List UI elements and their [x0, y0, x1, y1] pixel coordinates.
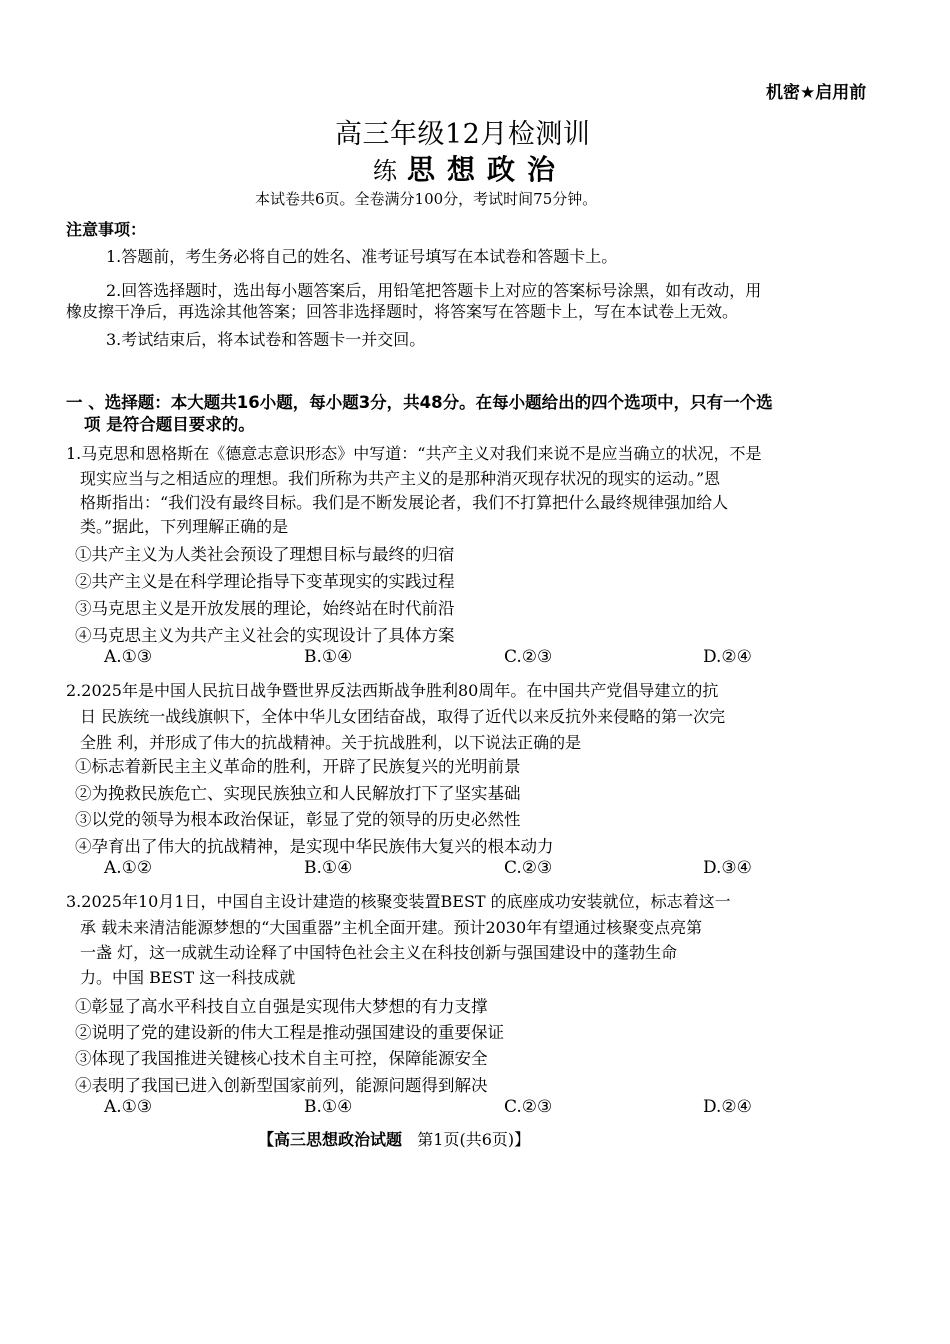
question-stem-line: 1.马克思和恩格斯在《德意志意识形态》中写道：“共产主义对我们来说不是应当确立的状况，不是: [66, 444, 762, 463]
choice-a[interactable]: A.①③: [104, 1097, 153, 1117]
statement: ②说明了党的建设新的伟大工程是推动强国建设的重要保证: [75, 1023, 504, 1042]
statement: ②为挽救民族危亡、实现民族独立和人民解放打下了坚实基础: [75, 784, 521, 803]
question-stem-line: 2.2025年是中国人民抗日战争暨世界反法西斯战争胜利80周年。在中国共产党倡导建立的抗: [66, 681, 719, 700]
question-stem-line: 力。中国 BEST 这一科技成就: [80, 968, 296, 987]
confidential-label: 机密★启用前: [766, 83, 867, 103]
question-stem-line: 承 载未来清洁能源梦想的“大国重器”主机全面开建。预计2030年有望通过核聚变点亮第: [80, 918, 703, 937]
statement: ①标志着新民主主义革命的胜利，开辟了民族复兴的光明前景: [75, 757, 521, 776]
question-stem-line: 3.2025年10月1日，中国自主设计建造的核聚变装置BEST 的底座成功安装就位，标志着这一: [66, 892, 731, 911]
question-stem-line: 日 民族统一战线旗帜下，全体中华儿女团结奋战，取得了近代以来反抗外来侵略的第一次完: [80, 707, 726, 726]
question-stem-line: 现实应当与之相适应的理想。我们所称为共产主义的是那种消灭现存状况的现实的运动。”恩: [80, 469, 721, 488]
statement: ④表明了我国已进入创新型国家前列，能源问题得到解决: [75, 1076, 488, 1095]
choice-b[interactable]: B.①④: [304, 858, 353, 878]
statement: ④马克思主义为共产主义社会的实现设计了具体方案: [75, 626, 455, 645]
statement: ①共产主义为人类社会预设了理想目标与最终的归宿: [75, 545, 455, 564]
question-stem-line: 一盏 灯，这一成就生动诠释了中国特色社会主义在科技创新与强国建设中的蓬勃生命: [80, 943, 678, 962]
exam-title-line1: 高三年级12月检测训: [335, 119, 591, 150]
page-footer: [258, 1127, 530, 1150]
notice-heading: 注意事项：: [66, 220, 147, 239]
choice-b[interactable]: B.①④: [304, 1097, 353, 1117]
statement: ②共产主义是在科学理论指导下变革现实的实践过程: [75, 572, 455, 591]
statement: ①彰显了高水平科技自立自强是实现伟大梦想的有力支撑: [75, 997, 488, 1016]
question-stem-line: 类。”据此，下列理解正确的是: [80, 517, 289, 536]
choice-d[interactable]: D.②④: [703, 1097, 752, 1117]
title-line2-prefix: 练: [373, 157, 397, 185]
choice-a[interactable]: A.①③: [104, 647, 153, 667]
statement: ③体现了我国推进关键核心技术自主可控，保障能源安全: [75, 1049, 488, 1068]
choice-c[interactable]: C.②③: [504, 858, 553, 878]
notice-item-3: 3.考试结束后，将本试卷和答题卡一并交回。: [106, 330, 426, 349]
notice-item-2-cont: 橡皮擦干净后，再选涂其他答案；回答非选择题时，将答案写在答题卡上，写在本试卷上无效。: [66, 302, 739, 321]
footer-exam-name: 【高三思想政治试题: [258, 1130, 403, 1149]
question-stem-line: 全胜 利，并形成了伟大的抗战精神。关于抗战胜利，以下说法正确的是: [80, 733, 582, 752]
notice-item-2: 2.回答选择题时，选出每小题答案后，用铅笔把答题卡上对应的答案标号涂黑，如有改动，用: [106, 281, 762, 300]
choice-c[interactable]: C.②③: [504, 1097, 553, 1117]
question-stem-line: 格斯指出：“我们没有最终目标。我们是不断发展论者，我们不打算把什么最终规律强加给人: [80, 493, 729, 512]
section-heading-cont: 项 是符合题目要求的。: [84, 415, 255, 434]
choice-c[interactable]: C.②③: [504, 647, 553, 667]
notice-item-1: 1.答题前，考生务必将自己的姓名、准考证号填写在本试卷和答题卡上。: [106, 247, 618, 266]
footer-page-info: 第1页(共6页)】: [417, 1130, 531, 1149]
section-heading: 一 、选择题：本大题共16小题，每小题3分，共48分。在每小题给出的四个选项中，只有一个选: [66, 393, 773, 412]
subject-title: 思想政治: [407, 153, 568, 186]
choice-d[interactable]: D.②④: [703, 647, 752, 667]
exam-title-line2: [373, 148, 567, 188]
statement: ④孕育出了伟大的抗战精神，是实现中华民族伟大复兴的根本动力: [75, 837, 554, 856]
statement: ③马克思主义是开放发展的理论，始终站在时代前沿: [75, 599, 455, 618]
exam-info: 本试卷共6页。全卷满分100分，考试时间75分钟。: [255, 190, 598, 208]
statement: ③以党的领导为根本政治保证，彰显了党的领导的历史必然性: [75, 810, 521, 829]
choice-a[interactable]: A.①②: [104, 858, 153, 878]
choice-b[interactable]: B.①④: [304, 647, 353, 667]
choice-d[interactable]: D.③④: [703, 858, 752, 878]
